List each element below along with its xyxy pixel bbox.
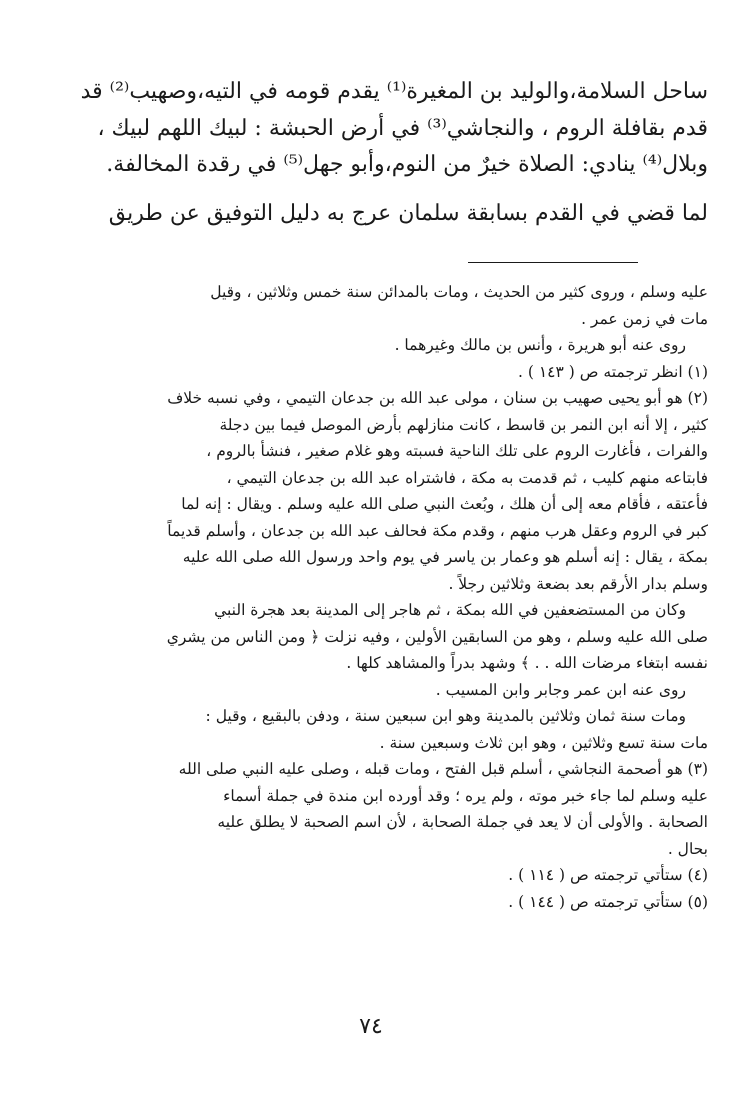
main-text — [33, 74, 708, 232]
footnote-line: روى عنه أبو هريرة ، وأنس بن مالك وغيرهما . — [394, 336, 686, 354]
footnote-line: مات سنة تسع وثلاثين ، وهو ابن ثلاث وسبعين سنة . — [379, 733, 708, 752]
footnote-line: روى عنه ابن عمر وجابر وابن المسيب . — [435, 680, 686, 699]
footnote-line: والفرات ، فأغارت الروم على تلك الناحية فسبته وهو غلام صغير ، فنشأ بالروم ، — [206, 442, 708, 460]
footnote-line: الصحابة . والأولى أن لا يعد في جملة الصحابة ، لأن اسم الصحبة لا يطلق عليه — [217, 813, 708, 831]
footnote-line: ومات سنة ثمان وثلاثين بالمدينة وهو ابن سبعين سنة ، ودفن بالبقيع ، وقيل : — [205, 707, 686, 725]
footnote-line: فابتاعه منهم كليب ، ثم قدمت به مكة ، فاشتراه عبد الله بن جدعان التيمي ، — [226, 468, 708, 487]
footnote-separator — [468, 262, 638, 263]
footnote-line: كثير ، إلا أنه ابن النمر بن قاسط ، كانت منازلهم بأرض الموصل فيما بين دجلة — [219, 415, 708, 434]
main-line: لما قضي في القدم بسابقة سلمان عرج به دليل التوفيق عن طريق — [108, 200, 708, 226]
footnote-line: نفسه ابتغاء مرضات الله . . ﴾ وشهد بدراً والمشاهد كلها . — [346, 654, 708, 672]
footnote-line: عليه وسلم ، وروى كثير من الحديث ، ومات بالمدائن سنة خمس وثلاثين ، وقيل — [210, 283, 708, 301]
footnote-line: عليه وسلم لما جاء خبر موته ، ولم يره ؛ وقد أورده ابن مندة في جملة أسماء — [223, 786, 708, 805]
footnote-line: بمكة ، يقال : إنه أسلم هو وعمار بن ياسر في يوم واحد ورسول الله صلى الله عليه — [182, 548, 708, 566]
footnote-line: وكان من المستضعفين في الله بمكة ، ثم هاجر إلى المدينة بعد هجرة النبي — [214, 601, 686, 619]
main-line: ساحل السلامة،والوليد بن المغيرة⁽¹⁾ يقدم قومه في التيه،وصهيب⁽²⁾ قد — [80, 79, 708, 104]
footnote-line: (٢) هو أبو يحيى صهيب بن سنان ، مولى عبد الله بن جدعان التيمي ، وفي نسبه خلاف — [167, 389, 708, 407]
footnote-line: (٤) ستأتي ترجمته ص ( ١١٤ ) . — [508, 866, 708, 884]
page-number: ٧٤ — [359, 1014, 383, 1039]
footnote-line: وسلم بدار الأرقم بعد بضعة وثلاثين رجلاً . — [448, 574, 708, 593]
footnote-line: فأعتقه ، فأقام معه إلى أن هلك ، وبُعث النبي صلى الله عليه وسلم . ويقال : إنه لما — [181, 495, 708, 513]
footnotes — [28, 279, 708, 915]
footnote-line: (٣) هو أصحمة النجاشي ، أسلم قبل الفتح ، ومات قبله ، وصلى عليه النبي صلى الله — [178, 760, 708, 778]
footnote-line: مات في زمن عمر . — [581, 309, 708, 328]
main-line: قدم بقافلة الروم ، والنجاشي⁽³⁾ في أرض الحبشة : لبيك اللهم لبيك ، — [97, 115, 708, 141]
footnote-line: (١) انظر ترجمته ص ( ١٤٣ ) . — [518, 362, 708, 381]
footnote-line: بحال . — [667, 839, 708, 858]
main-line: وبلال⁽⁴⁾ ينادي: الصلاة خيرٌ من النوم،وأبو جهل⁽⁵⁾ في رقدة المخالفة. — [106, 152, 708, 177]
footnote-line: (٥) ستأتي ترجمته ص ( ١٤٤ ) . — [508, 892, 708, 911]
footnote-line: كبر في الروم وعقل هرب منهم ، وقدم مكة فحالف عبد الله بن جدعان ، وأسلم قديماً — [167, 521, 708, 540]
footnote-line: صلى الله عليه وسلم ، وهو من السابقين الأولين ، وفيه نزلت ﴿ ومن الناس من يشري — [166, 627, 708, 646]
